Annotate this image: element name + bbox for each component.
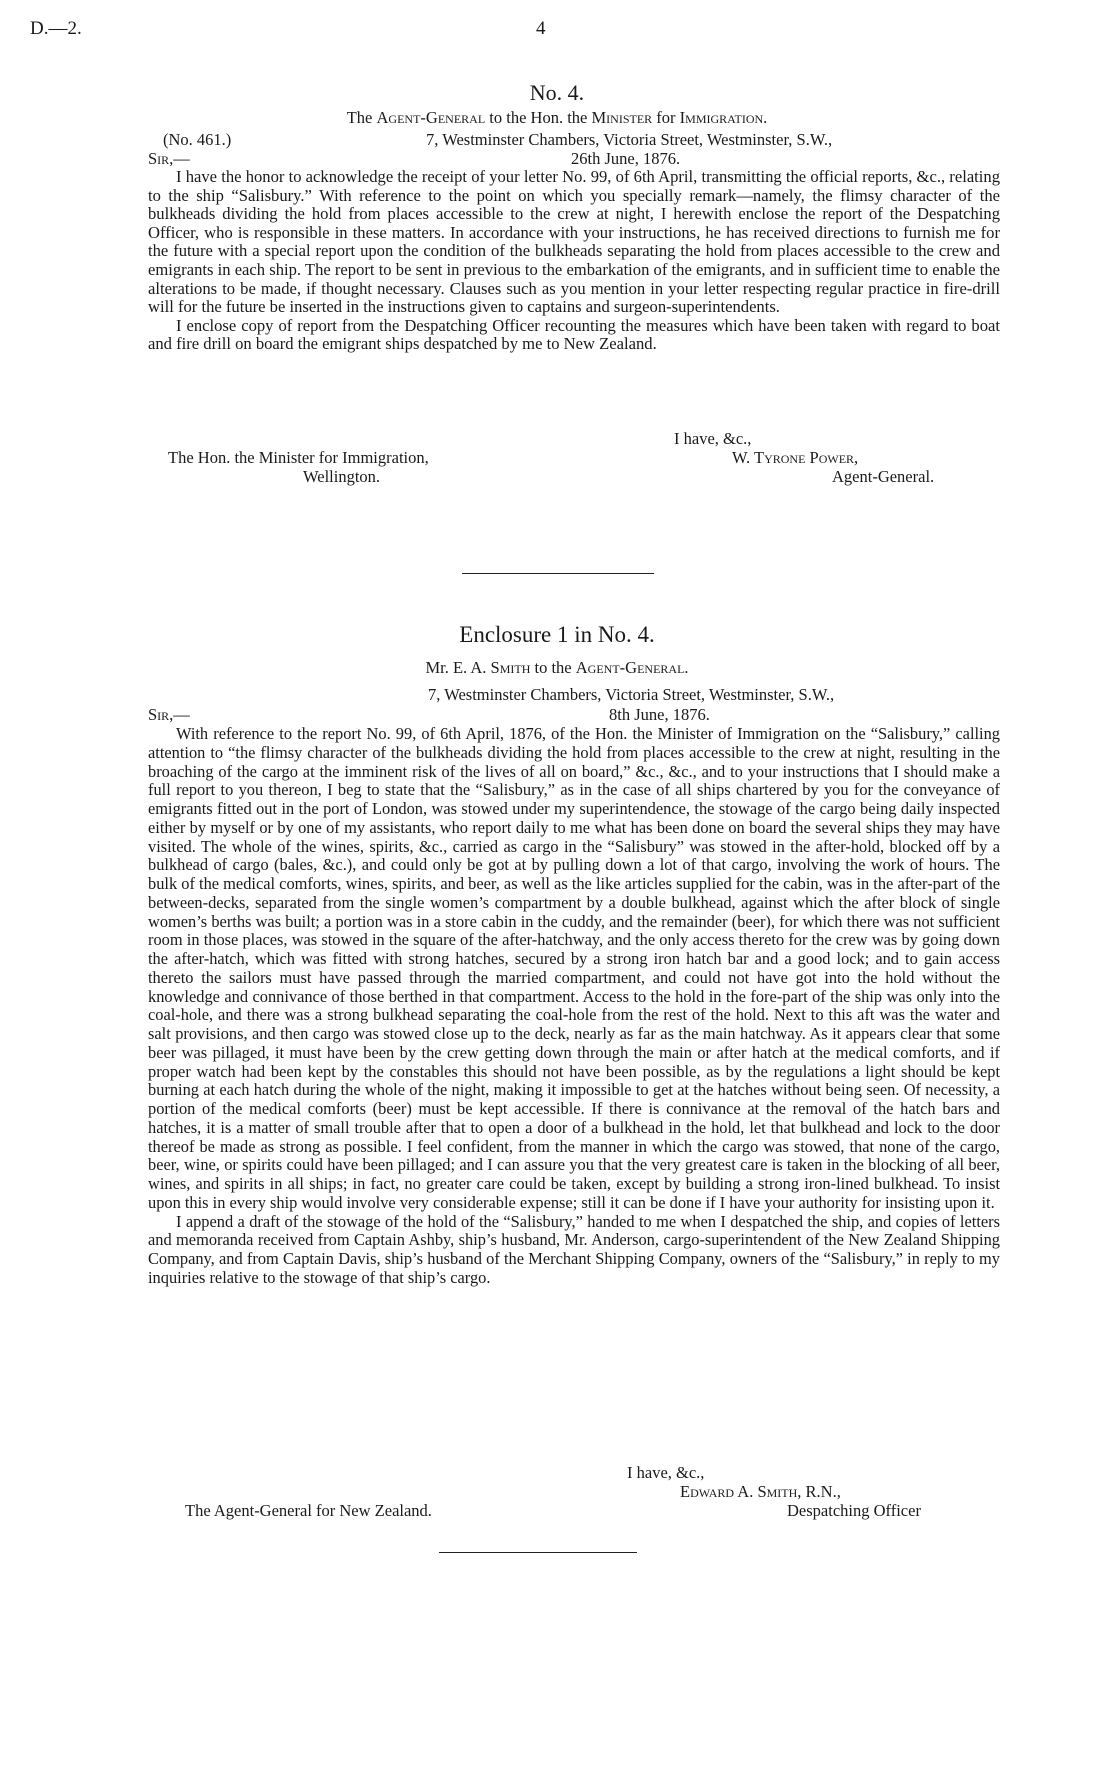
heading-part: . <box>684 658 689 677</box>
heading-part: The <box>346 108 377 127</box>
heading-part: to the <box>530 658 576 677</box>
page-code: D.—2. <box>30 18 82 39</box>
letter-signature: W. Tyrone Power, <box>732 448 859 467</box>
letter-date: 26th June, 1876. <box>571 149 681 168</box>
letter-body <box>148 168 1000 354</box>
enclosure-body <box>148 725 1000 1288</box>
heading-part: Immigration <box>679 108 764 127</box>
enclosure-heading <box>0 658 1114 678</box>
heading-part: Mr. E. A. <box>425 658 491 677</box>
enclosure-signature-title: Despatching Officer <box>787 1501 921 1520</box>
heading-part: . <box>763 108 768 127</box>
heading-part: Agent-General <box>376 108 486 127</box>
letter-paragraph: I enclose copy of report from the Despatching Officer recounting the measures which have been taken with regard to boat and fire drill on board the emigrant ships despatched by me to New Zealand. <box>148 315 1000 354</box>
letter-addressee-line1: The Hon. the Minister for Immigration, <box>168 448 429 467</box>
letter-addressee-line2: Wellington. <box>303 467 381 486</box>
letter-signature-title: Agent-General. <box>832 467 935 486</box>
heading-part: Minister <box>591 108 653 127</box>
letter-heading <box>0 108 1114 128</box>
enclosure-closing: I have, &c., <box>627 1463 705 1482</box>
letter-closing: I have, &c., <box>674 429 752 448</box>
heading-part: for <box>652 108 680 127</box>
heading-part: Smith <box>490 658 531 677</box>
enclosure-date: 8th June, 1876. <box>609 705 710 724</box>
section-divider <box>462 573 654 574</box>
letter-number: No. 4. <box>529 80 585 105</box>
heading-part: Agent-General <box>575 658 685 677</box>
enclosure-signature: Edward A. Smith, R.N., <box>680 1482 841 1501</box>
letter-salutation: Sir,— <box>148 149 190 168</box>
page-number: 4 <box>536 18 546 39</box>
enclosure-title: Enclosure 1 in No. 4. <box>459 622 655 647</box>
heading-part: to the Hon. the <box>485 108 592 127</box>
enclosure-salutation: Sir,— <box>148 705 190 724</box>
enclosure-paragraph: I append a draft of the stowage of the hold of the “Salisbury,” handed to me when I despatched the ship, and copies of letters and memoranda received from Captain Ashby, ship’s husband, Mr. Anderson, cargo-superintendent of the New Zealand Shipping Company, and from Captain Davis, ship’s husband of the Merchant Shipping Company, owners of the “Salisbury,” in reply to my inquiries relative to the stowage of that ship’s cargo. <box>148 1211 1000 1287</box>
enclosure-paragraph: With reference to the report No. 99, of 6th April, 1876, of the Hon. the Minister of Immigration on the “Salisbury,” calling attention to “the flimsy character of the bulkheads dividing the hold from places accessible to the crew at night, resulting in the broaching of the cargo at the imminent risk of the lives of all on board,” &c., &c., and to your instructions that I should make a full report to you thereon, I beg to state that the “Salisbury,” as in the case of all ships chartered by you for the conveyance of emigrants fitted out in the port of London, was stowed under my superintendence, the stowage of the cargo being daily inspected either by myself or by one of my assistants, who report daily to me what has been done on board the several ships they may have visited. The whole of the wines, spirits, &c., carried as cargo in the “Salisbury” was stowed in the after-hold, blocked off by a bulkhead of cargo (bales, &c.), and could only be got at by pulling down a lot of that cargo, involving the work of hours. The bulk of the medical comforts, wines, spirits, and beer, as well as the like articles supplied for the cabin, was in the after-part of the between-decks, separated from the single women’s compartment by a double bulkhead, against which the after block of single women’s berths was built; a portion was in a store cabin in the cuddy, and the remainder (beer), for which there was not sufficient room in those places, was stowed in the square of the after-hatchway, and the only access thereto for the crew was by going down the after-hatch, which was fitted with strong hatches, secured by a strong iron hatch bar and a good lock; and to gain access thereto the sailors must have passed through the married compartment, and could not have got into the hold without the knowledge and connivance of those berthed in that compartment. Access to the hold in the fore-part of the ship was only into the coal-hole, and there was a strong bulkhead separating the coal-hole from the rest of the hold. Next to this aft was the water and salt provisions, and then cargo was stowed close up to the deck, nearly as far as the main hatchway. As it appears clear that some beer was pillaged, it must have been by the crew getting down through the main or after hatch at the medical comforts, and if proper watch had been kept by the constables this should not have been possible, as by the regulations a light should be kept burning at each hatch during the whole of the night, making it impossible to get at the hatches without being seen. Of necessity, a portion of the medical comforts (beer) must be kept accessible. If there is connivance at the removal of the hatch bars and hatches, it is a matter of small trouble after that to open a door of a bulkhead in the hold, let that bulkhead and lock to the door thereof be made as strong as possible. I feel confident, from the manner in which the cargo was stowed, that none of the cargo, beer, wine, or spirits could have been pillaged; and I can assure you that the very greatest care is taken in the blocking of all beer, wines, and spirits in all ships; in fact, no greater care could be taken, except by building a strong iron-lined bulkhead. To insist upon this in every ship would involve very considerable expense; still it can be done if I have your authority for insisting upon it. <box>148 724 1000 1212</box>
letter-address: 7, Westminster Chambers, Victoria Street, Westminster, S.W., <box>426 130 833 149</box>
enclosure-address: 7, Westminster Chambers, Victoria Street, Westminster, S.W., <box>428 685 835 704</box>
letter-paragraph: I have the honor to acknowledge the receipt of your letter No. 99, of 6th April, transmitting the official reports, &c., relating to the ship “Salisbury.” With reference to the point on which you specially remark—namely, the flimsy character of the bulkheads dividing the hold from places accessible to the crew at night, I herewith enclose the report of the Despatching Officer, who is responsible in these matters. In accordance with your instructions, he has received directions to furnish me for the future with a special report upon the condition of the bulkheads separating the hold from places accessible to the crew and emigrants in each ship. The report to be sent in previous to the embarkation of the emigrants, and in sufficient time to enable the alterations to be made, if thought necessary. Clauses such as you mention in your letter respecting regular practice in fire-drill will for the future be inserted in the instructions given to captains and surgeon-superintendents. <box>148 167 1000 317</box>
letter-ref: (No. 461.) <box>163 130 232 149</box>
section-divider <box>439 1552 637 1553</box>
enclosure-addressee: The Agent-General for New Zealand. <box>185 1501 432 1520</box>
